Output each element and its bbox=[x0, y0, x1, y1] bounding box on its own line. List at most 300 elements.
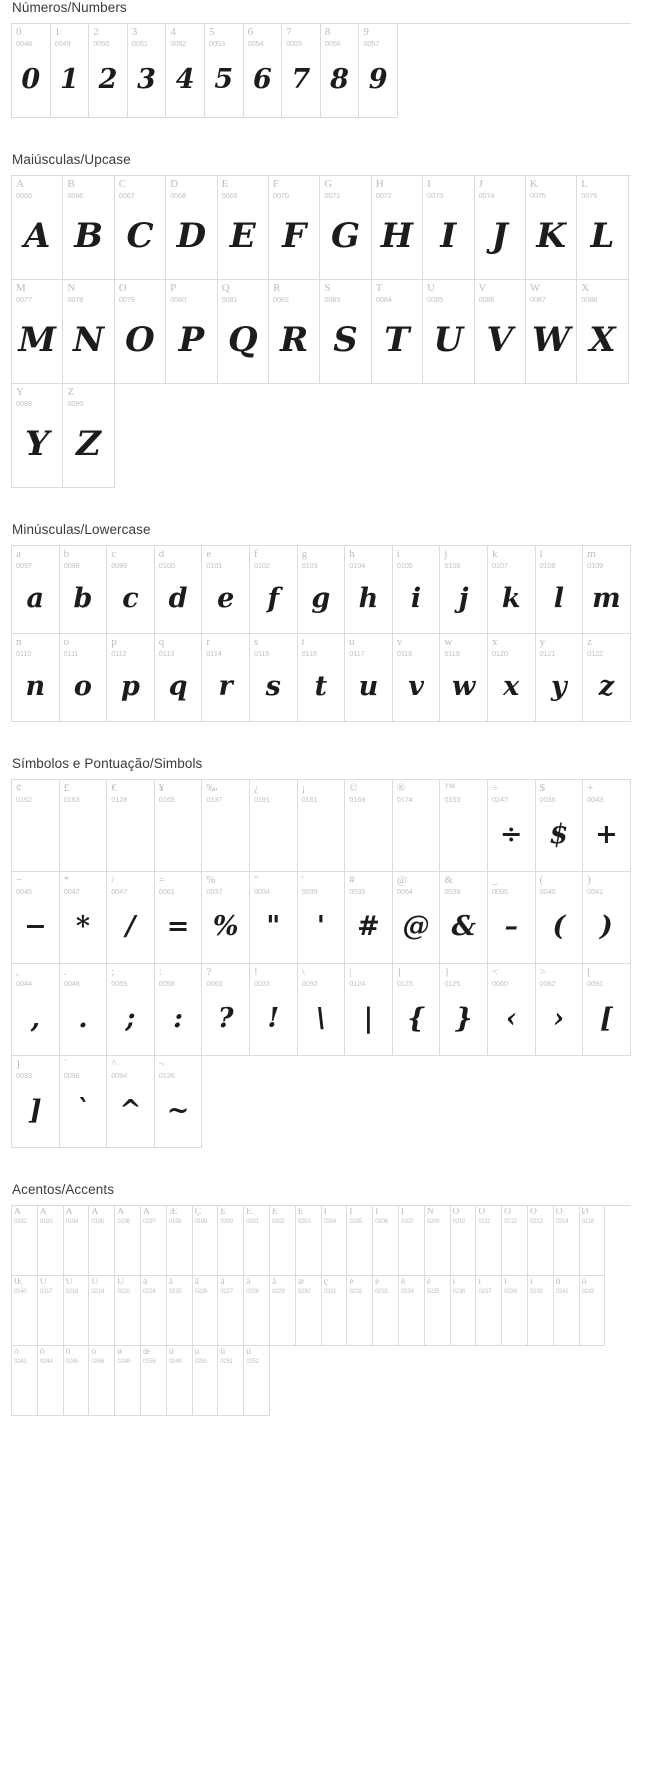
glyph-cell[interactable] bbox=[296, 1206, 322, 1276]
glyph-char-label: z bbox=[587, 637, 593, 648]
glyph-char-label: Á bbox=[39, 1208, 47, 1217]
glyph-cell[interactable] bbox=[399, 1206, 425, 1276]
glyph-grid-lowercase bbox=[11, 545, 631, 722]
glyph-cell[interactable] bbox=[89, 1206, 115, 1276]
glyph-char-label: å bbox=[271, 1278, 277, 1287]
glyph-code-label: 0250 bbox=[194, 1358, 208, 1365]
glyph-char-label: t bbox=[301, 637, 305, 648]
glyph-code-label: 0226 bbox=[194, 1288, 208, 1295]
glyph-code-label: 0100 bbox=[158, 561, 175, 570]
glyph-cell[interactable] bbox=[345, 546, 393, 634]
glyph-meta bbox=[440, 964, 487, 988]
glyph-cell[interactable] bbox=[399, 1276, 425, 1346]
glyph-sample: a bbox=[26, 582, 45, 614]
glyph-sample bbox=[167, 1366, 192, 1416]
glyph-grid-upcase bbox=[11, 175, 631, 488]
glyph-sample: # bbox=[357, 910, 380, 942]
glyph-meta bbox=[167, 1276, 192, 1296]
glyph-cell[interactable] bbox=[12, 872, 60, 964]
glyph-cell[interactable] bbox=[12, 1056, 60, 1148]
glyph-sample bbox=[218, 1296, 243, 1346]
glyph-cell[interactable] bbox=[12, 780, 60, 872]
glyph-cell[interactable] bbox=[270, 1276, 296, 1346]
glyph-cell[interactable] bbox=[423, 176, 474, 280]
glyph-sample: I bbox=[440, 216, 457, 257]
glyph-cell[interactable] bbox=[107, 546, 155, 634]
glyph-sample: , bbox=[30, 1002, 40, 1034]
glyph-cell[interactable] bbox=[583, 964, 631, 1056]
glyph-cell[interactable] bbox=[12, 1206, 38, 1276]
glyph-cell[interactable] bbox=[269, 280, 320, 384]
glyph-cell[interactable] bbox=[322, 1206, 348, 1276]
glyph-char-label: u bbox=[349, 637, 355, 648]
glyph-cell[interactable] bbox=[107, 634, 155, 722]
glyph-cell[interactable] bbox=[218, 1206, 244, 1276]
glyph-sample bbox=[193, 1226, 218, 1276]
glyph-cell[interactable] bbox=[583, 546, 631, 634]
glyph-cell[interactable] bbox=[298, 634, 346, 722]
glyph-cell[interactable] bbox=[155, 964, 203, 1056]
glyph-cell[interactable] bbox=[167, 1276, 193, 1346]
glyph-meta bbox=[12, 384, 62, 408]
glyph-cell[interactable] bbox=[451, 1206, 477, 1276]
glyph-cell[interactable] bbox=[423, 280, 474, 384]
glyph-cell[interactable] bbox=[583, 634, 631, 722]
glyph-code-label: 0071 bbox=[324, 191, 341, 200]
glyph-cell[interactable] bbox=[107, 780, 155, 872]
glyph-cell[interactable] bbox=[536, 872, 584, 964]
glyph-cell[interactable] bbox=[488, 546, 536, 634]
glyph-cell[interactable] bbox=[583, 780, 631, 872]
glyph-cell[interactable] bbox=[488, 634, 536, 722]
glyph-code-label: 0241 bbox=[555, 1288, 569, 1295]
glyph-sample: ~ bbox=[166, 1094, 190, 1126]
glyph-meta bbox=[536, 780, 583, 804]
glyph-cell[interactable] bbox=[64, 1206, 90, 1276]
glyph-cell[interactable] bbox=[345, 964, 393, 1056]
glyph-cell[interactable] bbox=[583, 872, 631, 964]
glyph-char-label: ì bbox=[452, 1278, 456, 1287]
glyph-cell[interactable] bbox=[528, 1206, 554, 1276]
glyph-cell[interactable] bbox=[250, 872, 298, 964]
glyph-meta bbox=[115, 1206, 140, 1226]
glyph-char-label: Ú bbox=[65, 1278, 73, 1287]
glyph-meta bbox=[12, 872, 59, 896]
glyph-cell[interactable] bbox=[320, 176, 371, 280]
glyph-sample: ! bbox=[267, 1002, 280, 1034]
glyph-code-label: 0098 bbox=[63, 561, 80, 570]
glyph-cell[interactable] bbox=[244, 1206, 270, 1276]
glyph-cell[interactable] bbox=[475, 176, 526, 280]
glyph-cell[interactable] bbox=[166, 280, 217, 384]
glyph-sample bbox=[115, 1296, 140, 1346]
glyph-sample bbox=[12, 1366, 37, 1416]
glyph-code-label: 0219 bbox=[91, 1288, 104, 1295]
glyph-cell[interactable] bbox=[12, 634, 60, 722]
glyph-code-label: 0044 bbox=[16, 979, 32, 988]
glyph-cell[interactable] bbox=[488, 872, 536, 964]
glyph-cell[interactable] bbox=[193, 1206, 219, 1276]
glyph-code-label: 0102 bbox=[253, 561, 270, 570]
glyph-cell[interactable] bbox=[580, 1206, 606, 1276]
glyph-cell[interactable] bbox=[298, 872, 346, 964]
glyph-cell[interactable] bbox=[373, 1276, 399, 1346]
glyph-cell[interactable] bbox=[60, 634, 108, 722]
glyph-code-label: 0054 bbox=[247, 39, 264, 48]
glyph-sample: 0 bbox=[21, 63, 41, 95]
glyph-cell[interactable] bbox=[12, 1276, 38, 1346]
glyph-char-label: J bbox=[478, 179, 483, 190]
glyph-cell[interactable] bbox=[488, 780, 536, 872]
glyph-sample bbox=[107, 804, 154, 871]
glyph-code-label: 0239 bbox=[529, 1288, 543, 1295]
glyph-cell[interactable] bbox=[202, 872, 250, 964]
glyph-cell[interactable] bbox=[269, 176, 320, 280]
glyph-sample: ^ bbox=[119, 1094, 142, 1126]
glyph-cell[interactable] bbox=[298, 780, 346, 872]
glyph-cell[interactable] bbox=[218, 1346, 244, 1416]
glyph-cell[interactable] bbox=[63, 280, 114, 384]
glyph-meta bbox=[244, 1276, 269, 1296]
glyph-cell[interactable] bbox=[347, 1206, 373, 1276]
glyph-cell[interactable] bbox=[393, 634, 441, 722]
glyph-cell[interactable] bbox=[451, 1276, 477, 1346]
glyph-sample bbox=[12, 804, 59, 871]
glyph-code-label: 0243 bbox=[14, 1358, 27, 1365]
glyph-cell[interactable] bbox=[202, 546, 250, 634]
glyph-char-label: O bbox=[118, 283, 127, 294]
glyph-cell[interactable] bbox=[141, 1206, 167, 1276]
glyph-char-label: Û bbox=[91, 1278, 99, 1287]
glyph-cell[interactable] bbox=[528, 1276, 554, 1346]
glyph-meta bbox=[89, 24, 127, 48]
glyph-code-label: 0123 bbox=[396, 979, 413, 988]
glyph-cell[interactable] bbox=[202, 634, 250, 722]
glyph-sample bbox=[270, 1296, 295, 1346]
glyph-char-label: Œ bbox=[14, 1278, 23, 1287]
glyph-cell[interactable] bbox=[60, 546, 108, 634]
glyph-cell[interactable] bbox=[12, 546, 60, 634]
glyph-meta bbox=[107, 546, 154, 570]
glyph-cell[interactable] bbox=[155, 1056, 203, 1148]
glyph-cell[interactable] bbox=[298, 546, 346, 634]
glyph-cell[interactable] bbox=[270, 1206, 296, 1276]
glyph-meta bbox=[89, 1206, 114, 1226]
glyph-sample: S bbox=[333, 320, 358, 361]
glyph-cell[interactable] bbox=[244, 24, 283, 118]
glyph-cell[interactable] bbox=[393, 546, 441, 634]
glyph-cell[interactable] bbox=[321, 24, 360, 118]
glyph-char-label: 4 bbox=[170, 27, 176, 38]
glyph-cell[interactable] bbox=[12, 280, 63, 384]
glyph-cell[interactable] bbox=[63, 384, 114, 488]
glyph-cell[interactable] bbox=[107, 872, 155, 964]
glyph-char-label: 7 bbox=[286, 27, 292, 38]
glyph-cell[interactable] bbox=[38, 1346, 64, 1416]
glyph-sample: i bbox=[410, 582, 422, 614]
glyph-cell[interactable] bbox=[218, 1276, 244, 1346]
glyph-cell[interactable] bbox=[577, 176, 628, 280]
glyph-meta bbox=[63, 280, 113, 304]
glyph-cell[interactable] bbox=[38, 1276, 64, 1346]
glyph-code-label: 0137 bbox=[206, 795, 223, 804]
glyph-cell[interactable] bbox=[536, 780, 584, 872]
glyph-char-label: n bbox=[16, 637, 22, 648]
glyph-sample bbox=[60, 804, 107, 871]
glyph-code-label: 0163 bbox=[63, 795, 80, 804]
glyph-cell[interactable] bbox=[60, 1056, 108, 1148]
glyph-char-label: Æ bbox=[168, 1208, 178, 1217]
glyph-char-label: ( bbox=[539, 875, 544, 886]
glyph-cell[interactable] bbox=[577, 280, 628, 384]
glyph-code-label: 0072 bbox=[375, 191, 392, 200]
glyph-code-label: 0115 bbox=[253, 649, 270, 658]
glyph-cell[interactable] bbox=[12, 176, 63, 280]
glyph-cell[interactable] bbox=[502, 1206, 528, 1276]
glyph-cell[interactable] bbox=[536, 634, 584, 722]
glyph-cell[interactable] bbox=[244, 1276, 270, 1346]
glyph-cell[interactable] bbox=[12, 384, 63, 488]
glyph-code-label: 0061 bbox=[158, 887, 175, 896]
glyph-cell[interactable] bbox=[440, 546, 488, 634]
glyph-cell[interactable] bbox=[244, 1346, 270, 1416]
glyph-code-label: 0201 bbox=[246, 1218, 259, 1225]
glyph-cell[interactable] bbox=[63, 176, 114, 280]
glyph-code-label: 0066 bbox=[67, 191, 84, 200]
glyph-cell[interactable] bbox=[526, 280, 577, 384]
glyph-code-label: 0128 bbox=[111, 795, 128, 804]
glyph-char-label: + bbox=[587, 783, 594, 794]
glyph-code-label: 0161 bbox=[301, 795, 318, 804]
glyph-cell[interactable] bbox=[141, 1276, 167, 1346]
glyph-char-label: ¢ bbox=[16, 783, 22, 794]
glyph-meta bbox=[488, 546, 535, 570]
glyph-cell[interactable] bbox=[440, 634, 488, 722]
glyph-cell[interactable] bbox=[250, 964, 298, 1056]
glyph-code-label: 0040 bbox=[539, 887, 556, 896]
glyph-cell[interactable] bbox=[115, 176, 166, 280]
glyph-char-label: } bbox=[444, 967, 450, 978]
glyph-cell[interactable] bbox=[115, 280, 166, 384]
glyph-cell[interactable] bbox=[167, 1346, 193, 1416]
glyph-sample: + bbox=[595, 818, 618, 850]
glyph-cell[interactable] bbox=[526, 176, 577, 280]
glyph-cell[interactable] bbox=[202, 780, 250, 872]
glyph-sample: ÷ bbox=[499, 818, 523, 850]
glyph-code-label: 0156 bbox=[142, 1358, 156, 1365]
glyph-cell[interactable] bbox=[141, 1346, 167, 1416]
glyph-cell[interactable] bbox=[166, 176, 217, 280]
glyph-cell[interactable] bbox=[250, 780, 298, 872]
glyph-code-label: 0039 bbox=[301, 887, 318, 896]
glyph-cell[interactable] bbox=[554, 1206, 580, 1276]
glyph-cell[interactable] bbox=[373, 1206, 399, 1276]
glyph-code-label: 0057 bbox=[363, 39, 380, 48]
glyph-cell[interactable] bbox=[440, 872, 488, 964]
glyph-cell[interactable] bbox=[440, 780, 488, 872]
glyph-sample: e bbox=[217, 582, 235, 614]
glyph-char-label: ò bbox=[581, 1278, 587, 1287]
glyph-cell[interactable] bbox=[475, 280, 526, 384]
glyph-cell[interactable] bbox=[12, 964, 60, 1056]
glyph-sample bbox=[373, 1226, 398, 1276]
glyph-cell[interactable] bbox=[115, 1206, 141, 1276]
glyph-char-label: @ bbox=[396, 875, 407, 886]
glyph-code-label: 0055 bbox=[286, 39, 303, 48]
glyph-cell[interactable] bbox=[12, 24, 51, 118]
glyph-cell[interactable] bbox=[64, 1346, 90, 1416]
glyph-cell[interactable] bbox=[250, 546, 298, 634]
glyph-cell[interactable] bbox=[89, 1276, 115, 1346]
glyph-meta bbox=[12, 964, 59, 988]
glyph-char-label: d bbox=[158, 549, 165, 560]
glyph-cell[interactable] bbox=[425, 1276, 451, 1346]
glyph-sample bbox=[580, 1226, 605, 1276]
glyph-cell[interactable] bbox=[51, 24, 90, 118]
glyph-char-label: s bbox=[253, 637, 259, 648]
glyph-cell[interactable] bbox=[298, 964, 346, 1056]
glyph-cell[interactable] bbox=[205, 24, 244, 118]
glyph-char-label: X bbox=[581, 283, 590, 294]
glyph-cell[interactable] bbox=[115, 1346, 141, 1416]
glyph-sample bbox=[298, 804, 345, 871]
glyph-cell[interactable] bbox=[320, 280, 371, 384]
glyph-cell[interactable] bbox=[218, 280, 269, 384]
glyph-cell[interactable] bbox=[372, 176, 423, 280]
glyph-char-label: Ô bbox=[504, 1208, 512, 1217]
glyph-meta bbox=[167, 1346, 192, 1366]
glyph-cell[interactable] bbox=[115, 1276, 141, 1346]
glyph-cell[interactable] bbox=[554, 1276, 580, 1346]
section-upcase bbox=[0, 152, 661, 488]
glyph-cell[interactable] bbox=[155, 546, 203, 634]
glyph-char-label: \ bbox=[301, 967, 305, 978]
glyph-code-label: 0198 bbox=[168, 1218, 182, 1225]
glyph-cell[interactable] bbox=[167, 1206, 193, 1276]
glyph-meta bbox=[244, 24, 282, 48]
glyph-code-label: 0126 bbox=[158, 1071, 175, 1080]
glyph-cell[interactable] bbox=[536, 964, 584, 1056]
glyph-meta bbox=[393, 964, 440, 988]
glyph-cell[interactable] bbox=[359, 24, 398, 118]
glyph-cell[interactable] bbox=[155, 634, 203, 722]
glyph-cell[interactable] bbox=[155, 872, 203, 964]
glyph-meta bbox=[155, 964, 202, 988]
glyph-sample bbox=[89, 1226, 114, 1276]
glyph-cell[interactable] bbox=[476, 1276, 502, 1346]
glyph-cell[interactable] bbox=[476, 1206, 502, 1276]
glyph-meta bbox=[60, 546, 107, 570]
glyph-cell[interactable] bbox=[345, 780, 393, 872]
glyph-cell[interactable] bbox=[488, 964, 536, 1056]
glyph-cell[interactable] bbox=[580, 1276, 606, 1346]
glyph-sample bbox=[296, 1226, 321, 1276]
glyph-sample bbox=[64, 1226, 89, 1276]
glyph-meta bbox=[322, 1276, 347, 1296]
glyph-meta bbox=[536, 964, 583, 988]
glyph-sample: y bbox=[550, 670, 567, 702]
glyph-cell[interactable] bbox=[60, 872, 108, 964]
glyph-sample: m bbox=[592, 582, 621, 614]
glyph-cell[interactable] bbox=[393, 964, 441, 1056]
glyph-char-label: h bbox=[349, 549, 355, 560]
glyph-cell[interactable] bbox=[345, 634, 393, 722]
glyph-char-label: G bbox=[324, 179, 333, 190]
glyph-cell[interactable] bbox=[107, 964, 155, 1056]
glyph-code-label: 0101 bbox=[206, 561, 223, 570]
glyph-code-label: 0237 bbox=[478, 1288, 491, 1295]
glyph-cell[interactable] bbox=[345, 872, 393, 964]
glyph-cell[interactable] bbox=[193, 1276, 219, 1346]
glyph-cell[interactable] bbox=[502, 1276, 528, 1346]
glyph-char-label: ™ bbox=[444, 783, 456, 794]
glyph-cell[interactable] bbox=[393, 780, 441, 872]
glyph-sample: w bbox=[452, 670, 476, 702]
glyph-cell[interactable] bbox=[60, 780, 108, 872]
glyph-cell[interactable] bbox=[393, 872, 441, 964]
glyph-meta bbox=[89, 1346, 114, 1366]
glyph-cell[interactable] bbox=[218, 176, 269, 280]
glyph-sample: › bbox=[553, 1002, 565, 1034]
glyph-code-label: 0225 bbox=[168, 1288, 182, 1295]
glyph-cell[interactable] bbox=[64, 1276, 90, 1346]
glyph-sample: E bbox=[229, 216, 256, 257]
glyph-code-label: 0247 bbox=[491, 795, 508, 804]
glyph-cell[interactable] bbox=[89, 24, 128, 118]
glyph-meta bbox=[155, 872, 202, 896]
glyph-sample bbox=[64, 1296, 89, 1346]
glyph-cell[interactable] bbox=[193, 1346, 219, 1416]
glyph-cell[interactable] bbox=[347, 1276, 373, 1346]
glyph-cell[interactable] bbox=[440, 964, 488, 1056]
section-title-upcase: Maiúsculas/Upcase bbox=[12, 152, 131, 167]
glyph-sample: . bbox=[78, 1002, 88, 1034]
glyph-code-label: 0058 bbox=[158, 979, 175, 988]
glyph-sample bbox=[399, 1226, 424, 1276]
glyph-sample: 5 bbox=[214, 63, 234, 95]
glyph-cell[interactable] bbox=[372, 280, 423, 384]
glyph-cell[interactable] bbox=[107, 1056, 155, 1148]
glyph-code-label: 0202 bbox=[271, 1218, 285, 1225]
glyph-cell[interactable] bbox=[322, 1276, 348, 1346]
glyph-sample: P bbox=[178, 320, 205, 361]
glyph-cell[interactable] bbox=[282, 24, 321, 118]
glyph-code-label: 0217 bbox=[39, 1288, 53, 1295]
glyph-meta bbox=[115, 1346, 140, 1366]
glyph-meta bbox=[269, 176, 319, 200]
glyph-cell[interactable] bbox=[202, 964, 250, 1056]
glyph-meta bbox=[282, 24, 320, 48]
glyph-sample: 6 bbox=[252, 63, 272, 95]
glyph-cell[interactable] bbox=[89, 1346, 115, 1416]
glyph-code-label: 0104 bbox=[349, 561, 366, 570]
glyph-cell[interactable] bbox=[128, 24, 167, 118]
glyph-code-label: 0199 bbox=[194, 1218, 208, 1225]
glyph-cell[interactable] bbox=[536, 546, 584, 634]
glyph-meta bbox=[536, 546, 583, 570]
glyph-cell[interactable] bbox=[60, 964, 108, 1056]
glyph-char-label: 2 bbox=[93, 27, 99, 38]
glyph-cell[interactable] bbox=[296, 1276, 322, 1346]
glyph-grid-accents bbox=[11, 1205, 631, 1416]
glyph-cell[interactable] bbox=[12, 1346, 38, 1416]
glyph-cell[interactable] bbox=[166, 24, 205, 118]
glyph-cell[interactable] bbox=[155, 780, 203, 872]
glyph-cell[interactable] bbox=[250, 634, 298, 722]
glyph-cell[interactable] bbox=[425, 1206, 451, 1276]
glyph-cell[interactable] bbox=[38, 1206, 64, 1276]
glyph-char-label: 6 bbox=[247, 27, 254, 38]
